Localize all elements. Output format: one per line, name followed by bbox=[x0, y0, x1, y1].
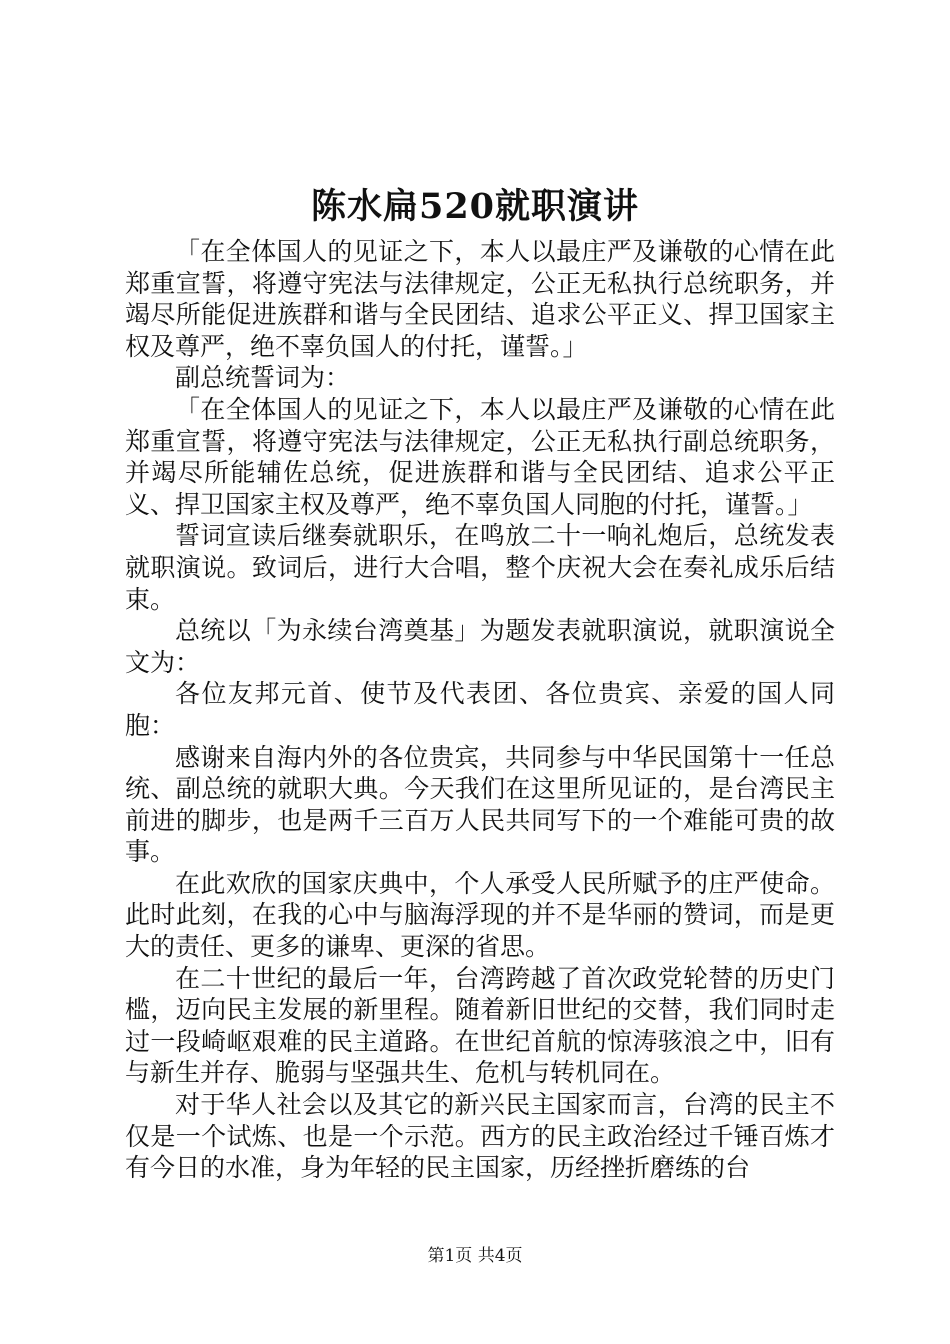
document-body bbox=[125, 236, 835, 1184]
paragraph: 总统以「为永续台湾奠基」为题发表就职演说，就职演说全文为： bbox=[125, 616, 835, 677]
document-title: 陈水扁520就职演讲 bbox=[310, 186, 640, 227]
paragraph: 「在全体国人的见证之下，本人以最庄严及谦敬的心情在此郑重宣誓，将遵守宪法与法律规定，公正无私执行副总统职务，并竭尽所能辅佐总统，促进族群和谐与全民团结、追求公平正义、捍卫国家主权及尊严，绝不辜负国人同胞的付托，谨誓。」 bbox=[125, 394, 835, 519]
paragraph: 感谢来自海内外的各位贵宾，共同参与中华民国第十一任总统、副总统的就职大典。今天我们在这里所见证的，是台湾民主前进的脚步，也是两千三百万人民共同写下的一个难能可贵的故事。 bbox=[125, 742, 835, 867]
paragraph: 誓词宣读后继奏就职乐，在鸣放二十一响礼炮后，总统发表就职演说。致词后，进行大合唱，整个庆祝大会在奏礼成乐后结束。 bbox=[125, 521, 835, 614]
paragraph: 副总统誓词为： bbox=[175, 363, 351, 393]
paragraph: 对于华人社会以及其它的新兴民主国家而言，台湾的民主不仅是一个试炼、也是一个示范。西方的民主政治经过千锤百炼才有今日的水准，身为年轻的民主国家，历经挫折磨练的台 bbox=[125, 1090, 835, 1183]
paragraph: 「在全体国人的见证之下，本人以最庄严及谦敬的心情在此郑重宣誓，将遵守宪法与法律规定，公正无私执行总统职务，并竭尽所能促进族群和谐与全民团结、追求公平正义、捍卫国家主权及尊严，绝不辜负国人的付托，谨誓。」 bbox=[125, 237, 835, 361]
paragraph: 在二十世纪的最后一年，台湾跨越了首次政党轮替的历史门槛，迈向民主发展的新里程。随着新旧世纪的交替，我们同时走过一段崎岖艰难的民主道路。在世纪首航的惊涛骇浪之中，旧有与新生并存、脆弱与坚强共生、危机与转机同在。 bbox=[125, 963, 835, 1088]
page-number-footer: 第1页 共4页 bbox=[427, 1246, 523, 1266]
paragraph: 各位友邦元首、使节及代表团、各位贵宾、亲爱的国人同胞： bbox=[125, 679, 835, 740]
paragraph: 在此欢欣的国家庆典中，个人承受人民所赋予的庄严使命。此时此刻，在我的心中与脑海浮现的并不是华丽的赞词，而是更大的责任、更多的谦卑、更深的省思。 bbox=[125, 868, 835, 962]
